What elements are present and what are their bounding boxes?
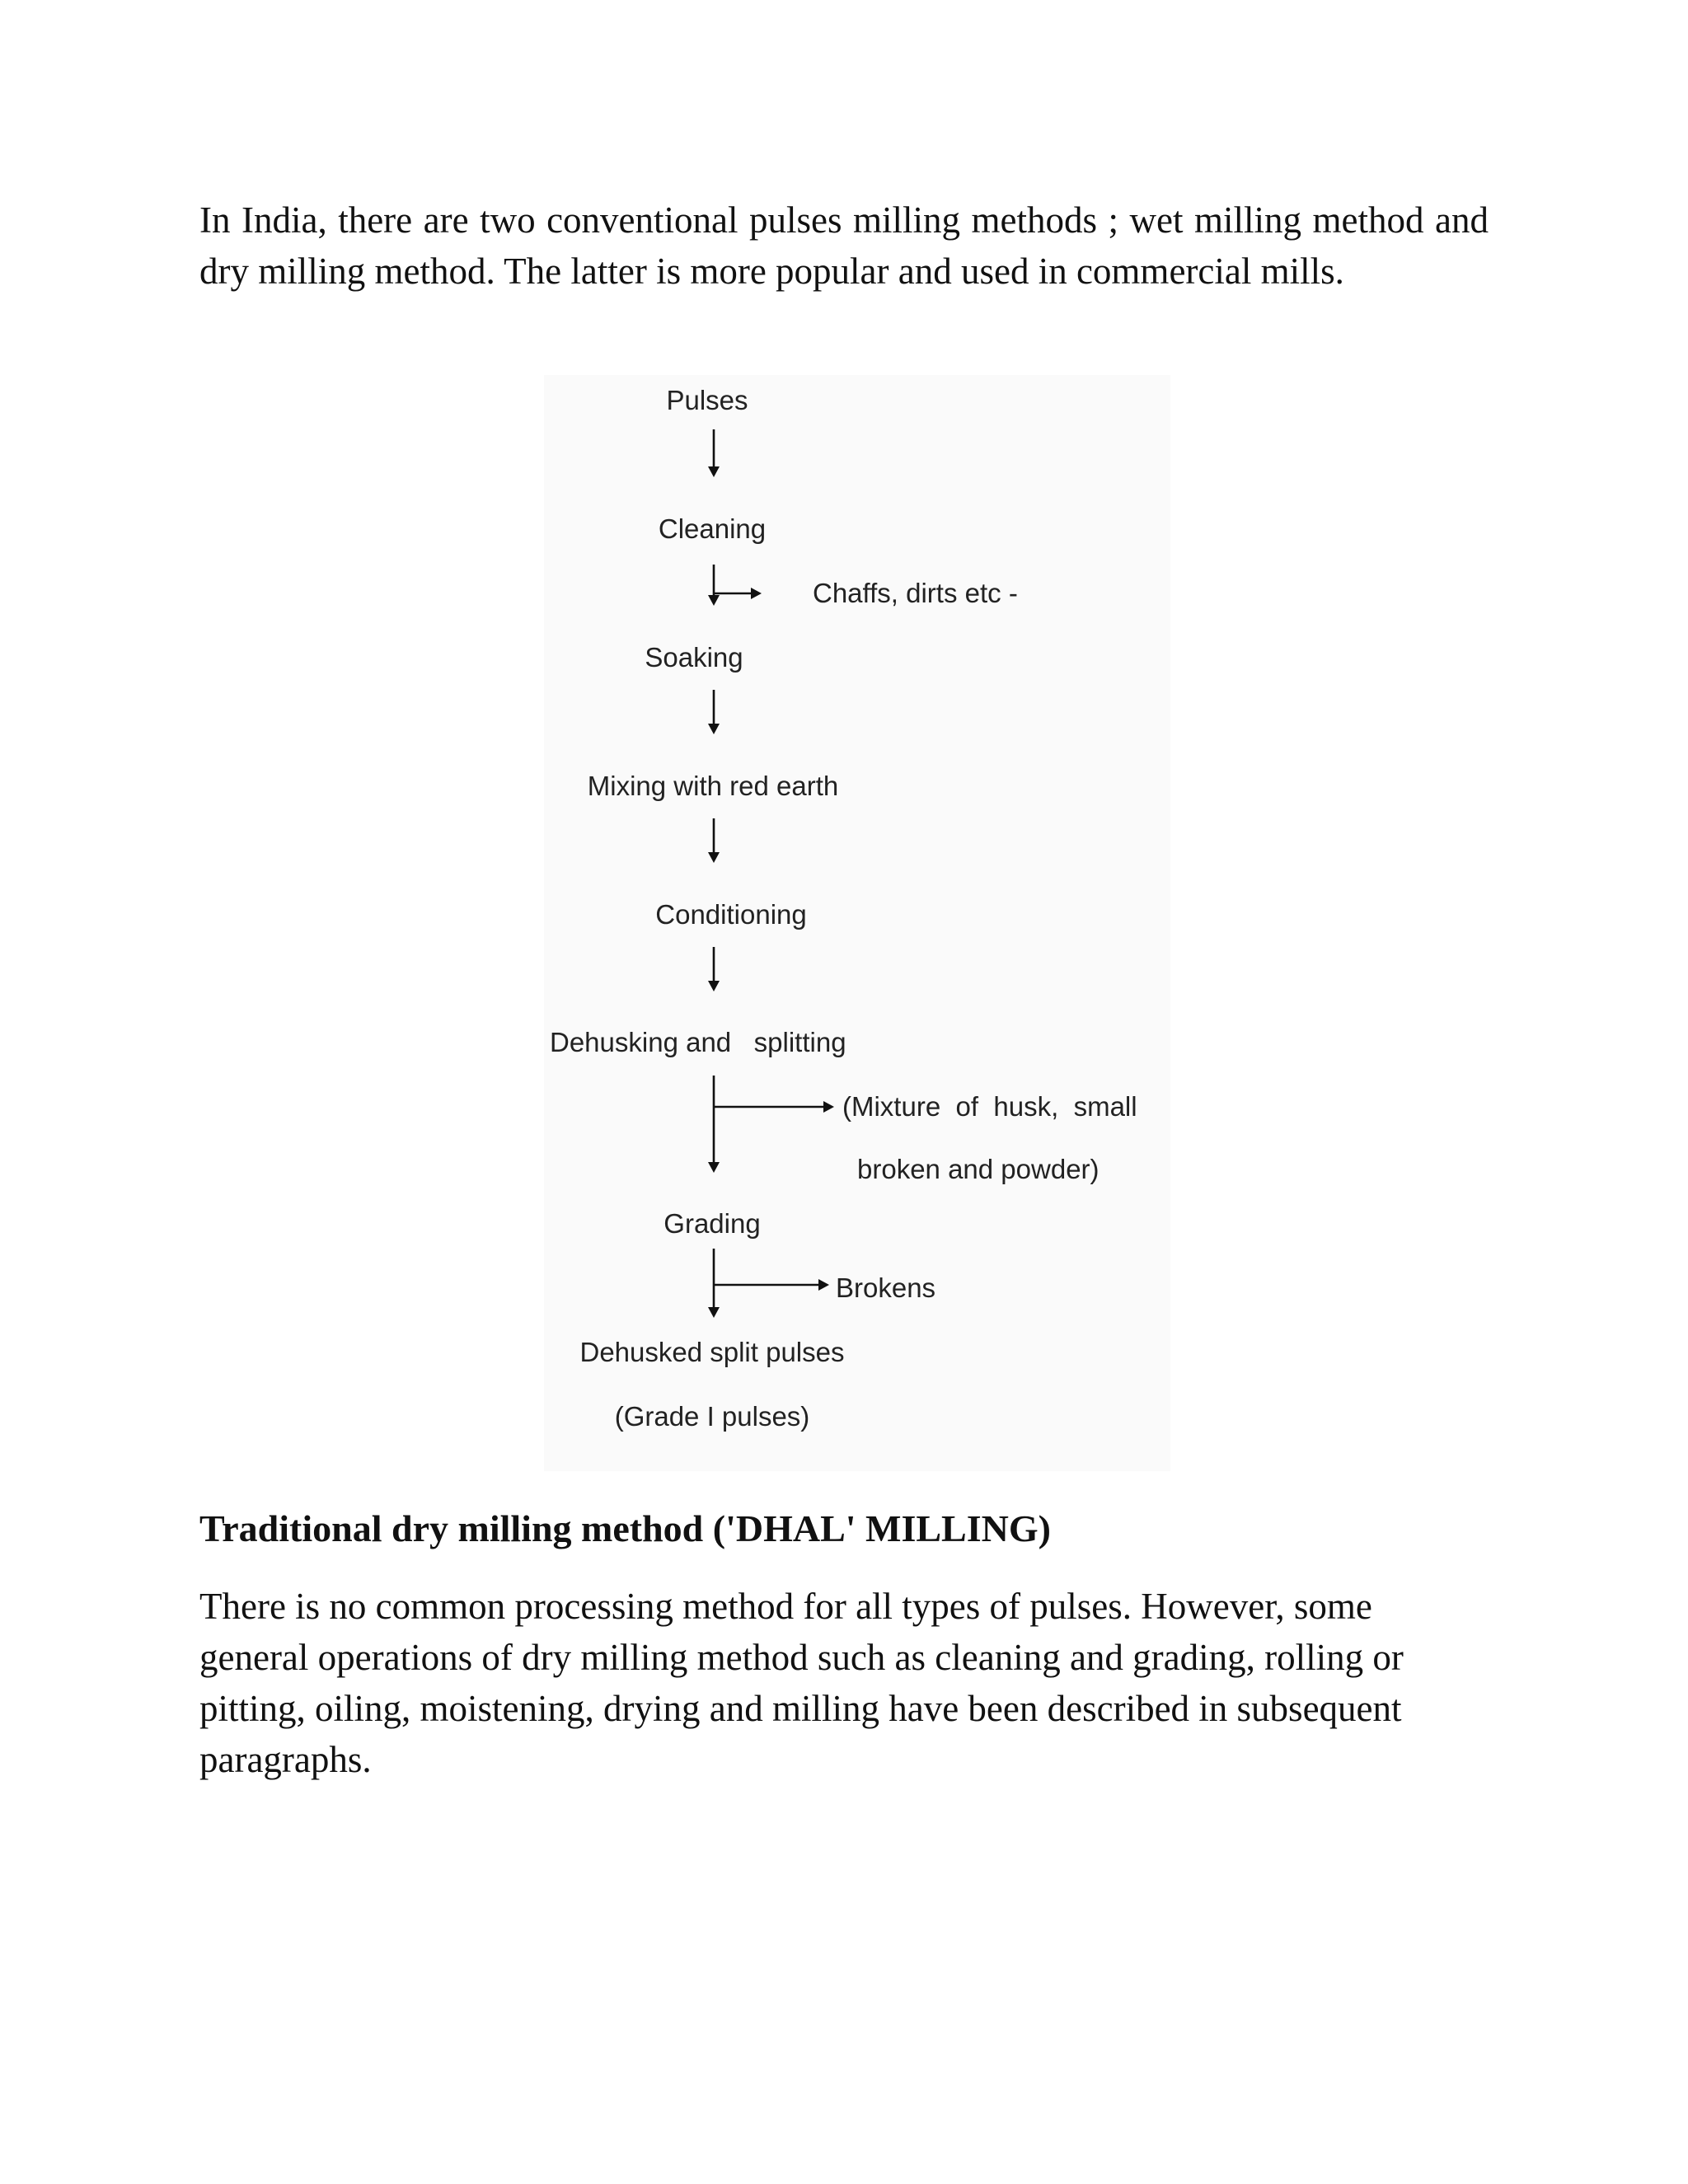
flowchart xyxy=(544,375,1170,1471)
arrow-soaking-to-mixing xyxy=(708,690,720,734)
arrow-cleaning-to-soaking xyxy=(708,565,720,606)
step-grading: Grading xyxy=(663,1208,761,1239)
arrow-to-husk-mixture xyxy=(714,1101,834,1113)
step-conditioning: Conditioning xyxy=(655,899,807,930)
step-pulses: Pulses xyxy=(666,385,748,415)
step-dehusked-split-pulses: Dehusked split pulses xyxy=(579,1337,845,1367)
arrow-to-brokens xyxy=(714,1279,829,1291)
arrow-dehusking-to-grading xyxy=(708,1076,720,1173)
arrow-grading-to-dehusked xyxy=(708,1249,720,1318)
byproduct-husk-mixture-line2: broken and powder) xyxy=(857,1154,1100,1184)
step-mixing-red-earth: Mixing with red earth xyxy=(587,771,839,801)
byproduct-chaffs: Chaffs, dirts etc - xyxy=(813,578,1018,608)
section-body-paragraph: There is no common processing method for all types of pulses. However, some general operations of dry milling method such as cleaning and grading, rolling or pitting, oiling, moistening, drying and milling have been described in subsequent paragraphs. xyxy=(199,1586,1404,1780)
step-cleaning: Cleaning xyxy=(658,513,767,544)
step-dehusking-splitting: Dehusking and splitting xyxy=(550,1027,846,1057)
section-heading: Traditional dry milling method ('DHAL' MILLING) xyxy=(199,1507,1051,1549)
intro-paragraph: In India, there are two conventional pulses milling methods ; wet milling method and dry milling method. The latter is more popular and used in commercial mills. xyxy=(199,199,1489,292)
byproduct-brokens: Brokens xyxy=(836,1272,936,1303)
step-grade-one-pulses: (Grade I pulses) xyxy=(614,1401,810,1432)
byproduct-husk-mixture-line1: (Mixture of husk, small xyxy=(842,1091,1137,1122)
arrow-to-chaffs xyxy=(714,588,762,599)
step-soaking: Soaking xyxy=(645,642,743,673)
arrow-pulses-to-cleaning xyxy=(708,429,720,477)
flowchart-diagram xyxy=(544,375,1170,1471)
arrow-mixing-to-conditioning xyxy=(708,818,720,863)
arrow-conditioning-to-dehusking xyxy=(708,947,720,991)
